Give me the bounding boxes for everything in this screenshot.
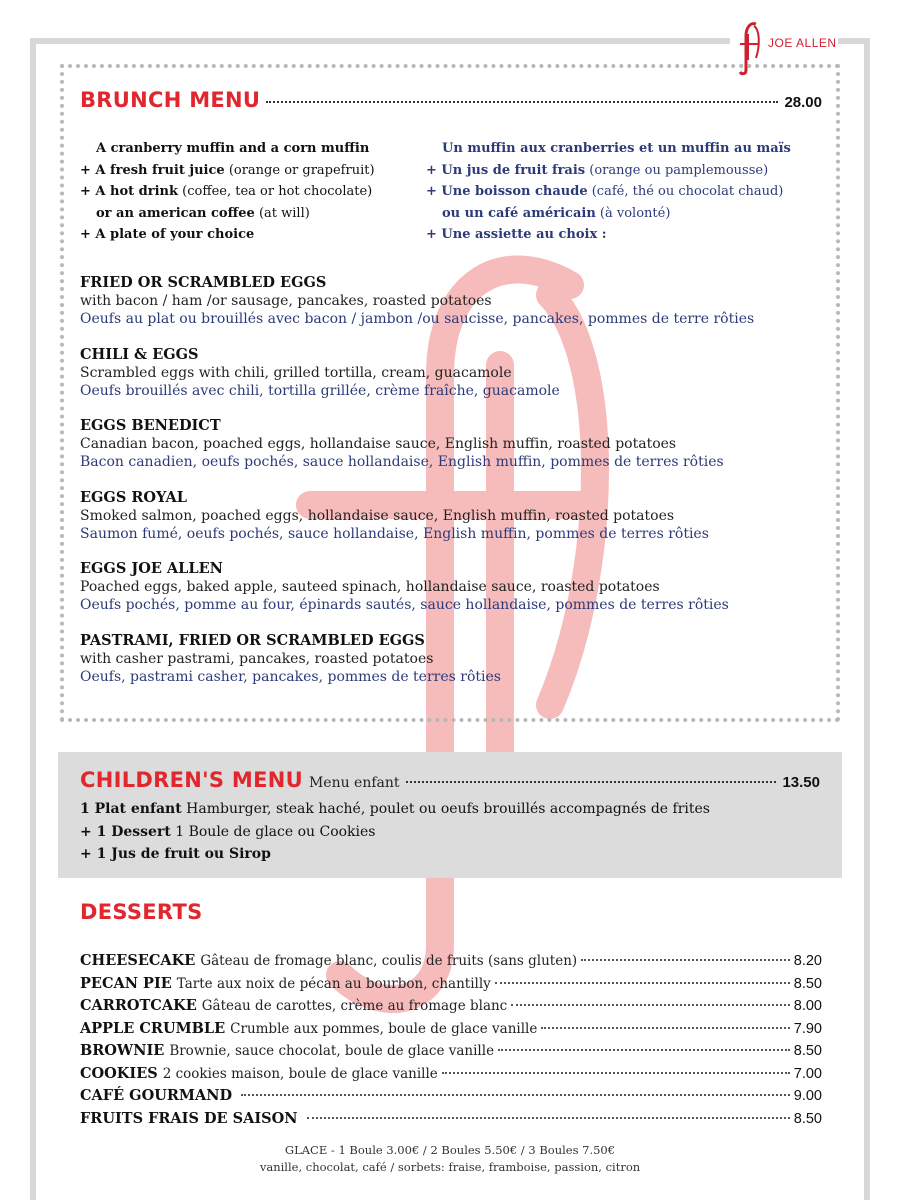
dish-description-fr: Oeufs pochés, pomme au four, épinards sautés, sauce hollandaise, pommes de terres rôties xyxy=(80,597,729,613)
dessert-price: 8.50 xyxy=(793,1110,822,1127)
children-menu-line: + 1 Dessert 1 Boule de glace ou Cookies xyxy=(80,823,376,840)
dish-name: PASTRAMI, FRIED OR SCRAMBLED EGGS xyxy=(80,631,425,649)
dish-description-en: with bacon / ham /or sausage, pancakes, roasted potatoes xyxy=(80,293,492,309)
dish-item xyxy=(80,346,840,400)
dessert-name: APPLE CRUMBLE xyxy=(80,1019,226,1037)
dessert-item xyxy=(80,1020,822,1043)
price-leader-dots xyxy=(406,781,777,783)
intro-line: + A plate of your choice xyxy=(80,227,255,242)
dish-description-en: Smoked salmon, poached eggs, hollandaise sauce, English muffin, roasted potatoes xyxy=(80,507,675,524)
intro-line: + A fresh fruit juice (orange or grapefruit) xyxy=(80,162,375,178)
dessert-price: 8.20 xyxy=(793,953,822,969)
desserts-title: DESSERTS xyxy=(80,900,203,924)
dessert-name: FRUITS FRAIS DE SAISON xyxy=(80,1109,298,1127)
dish-description-en: Scrambled eggs with chili, grilled tortilla, cream, guacamole xyxy=(80,364,512,381)
dessert-price: 8.50 xyxy=(793,975,822,992)
dish-description-en: Poached eggs, baked apple, sauteed spinach, hollandaise sauce, roasted potatoes xyxy=(80,579,660,595)
intro-line: + Une assiette au choix : xyxy=(426,227,607,242)
dessert-description: 2 cookies maison, boule de glace vanille xyxy=(162,1065,438,1082)
dish-item xyxy=(80,274,840,328)
price-leader-dots xyxy=(511,1004,790,1006)
dish-item xyxy=(80,489,840,543)
children-menu-line: 1 Plat enfant Hamburger, steak haché, poulet ou oeufs brouillés accompagnés de frites xyxy=(80,801,710,817)
dish-description-en: with casher pastrami, pancakes, roasted potatoes xyxy=(80,650,434,667)
logo-text: JOE ALLEN xyxy=(768,36,837,50)
intro-line: Un muffin aux cranberries et un muffin au maïs xyxy=(442,141,791,156)
dessert-name: COOKIES xyxy=(80,1064,158,1082)
price-leader-dots xyxy=(581,959,790,961)
dessert-description: Gâteau de fromage blanc, coulis de fruits (sans gluten) xyxy=(200,953,578,969)
dessert-item xyxy=(80,952,822,975)
dessert-item xyxy=(80,997,822,1020)
price-leader-dots xyxy=(442,1072,790,1074)
ice-cream-flavors: vanille, chocolat, café / sorbets: fraise, framboise, passion, citron xyxy=(259,1160,641,1174)
dish-description-en: Canadian bacon, poached eggs, hollandaise sauce, English muffin, roasted potatoes xyxy=(80,436,677,452)
children-menu-price: 13.50 xyxy=(782,774,820,791)
dessert-list xyxy=(80,952,822,1132)
brunch-header xyxy=(80,88,822,118)
intro-line: or an american coffee (at will) xyxy=(96,205,310,221)
dish-description-fr: Oeufs au plat ou brouillés avec bacon / jambon /ou saucisse, pancakes, pommes de terre rôties xyxy=(80,311,755,327)
dessert-name: CARROTCAKE xyxy=(80,997,197,1014)
children-menu-lines xyxy=(80,798,710,866)
dish-item xyxy=(80,560,840,614)
dish-name: CHILI & EGGS xyxy=(80,345,199,363)
brunch-intro-english xyxy=(80,138,420,246)
brunch-title: BRUNCH MENU xyxy=(80,88,261,112)
price-leader-dots xyxy=(307,1117,790,1119)
intro-line: + A hot drink (coffee, tea or hot chocolate) xyxy=(80,184,373,199)
dish-item xyxy=(80,632,840,686)
dish-description-fr: Saumon fumé, oeufs pochés, sauce hollandaise, English muffin, pommes de terres rôties xyxy=(80,525,709,542)
price-leader-dots xyxy=(498,1049,790,1051)
intro-line: + Une boisson chaude (café, thé ou chocolat chaud) xyxy=(426,184,784,199)
dessert-item xyxy=(80,1065,822,1088)
intro-line: ou un café américain (à volonté) xyxy=(442,205,671,221)
ice-cream-prices: GLACE - 1 Boule 3.00€ / 2 Boules 5.50€ / 3 Boules 7.50€ xyxy=(284,1143,616,1157)
children-menu-header xyxy=(80,768,820,792)
dessert-item xyxy=(80,1042,822,1065)
dessert-item xyxy=(80,1087,822,1110)
dessert-price: 9.00 xyxy=(793,1088,822,1104)
dessert-description: Brownie, sauce chocolat, boule de glace vanille xyxy=(169,1043,495,1059)
dish-name: EGGS BENEDICT xyxy=(80,417,221,434)
dish-name: FRIED OR SCRAMBLED EGGS xyxy=(80,274,327,291)
brunch-price: 28.00 xyxy=(784,94,822,111)
dessert-description: Crumble aux pommes, boule de glace vanille xyxy=(230,1020,538,1037)
dish-name: EGGS ROYAL xyxy=(80,488,187,506)
dish-item xyxy=(80,417,840,471)
dessert-price: 8.00 xyxy=(793,998,822,1014)
frame-border-left xyxy=(30,38,36,1200)
intro-line: + Un jus de fruit frais (orange ou pamplemousse) xyxy=(426,162,769,178)
dessert-item xyxy=(80,975,822,998)
price-leader-dots xyxy=(241,1094,790,1096)
dessert-price: 7.90 xyxy=(793,1020,822,1037)
dessert-name: BROWNIE xyxy=(80,1042,165,1059)
dish-description-fr: Oeufs brouillés avec chili, tortilla grillée, crème fraîche, guacamole xyxy=(80,382,560,399)
dessert-price: 7.00 xyxy=(793,1065,822,1082)
brunch-dish-list xyxy=(80,274,840,703)
dessert-name: PECAN PIE xyxy=(80,974,172,992)
dish-description-fr: Bacon canadien, oeufs pochés, sauce hollandaise, English muffin, pommes de terres rôties xyxy=(80,454,724,470)
dessert-name: CHEESECAKE xyxy=(80,952,196,969)
brunch-intro-french xyxy=(426,138,846,246)
dessert-price: 8.50 xyxy=(793,1043,822,1059)
price-leader-dots xyxy=(495,982,790,984)
children-menu-line: + 1 Jus de fruit ou Sirop xyxy=(80,846,271,862)
children-menu-title: CHILDREN'S MENU xyxy=(80,768,303,792)
children-menu-subtitle: Menu enfant xyxy=(308,775,400,791)
dish-description-fr: Oeufs, pastrami casher, pancakes, pommes de terres rôties xyxy=(80,668,501,685)
dessert-description: Tarte aux noix de pécan au bourbon, chantilly xyxy=(176,975,491,992)
frame-border-right xyxy=(864,38,870,1200)
price-leader-dots xyxy=(541,1027,789,1029)
frame-border-top xyxy=(30,38,730,44)
dessert-item xyxy=(80,1110,822,1133)
dish-name: EGGS JOE ALLEN xyxy=(80,560,223,577)
dessert-name: CAFÉ GOURMAND xyxy=(80,1087,233,1104)
intro-line: A cranberry muffin and a corn muffin xyxy=(96,141,370,156)
dessert-description: Gâteau de carottes, crème au fromage blanc xyxy=(201,998,508,1014)
price-leader-dots xyxy=(266,101,778,103)
